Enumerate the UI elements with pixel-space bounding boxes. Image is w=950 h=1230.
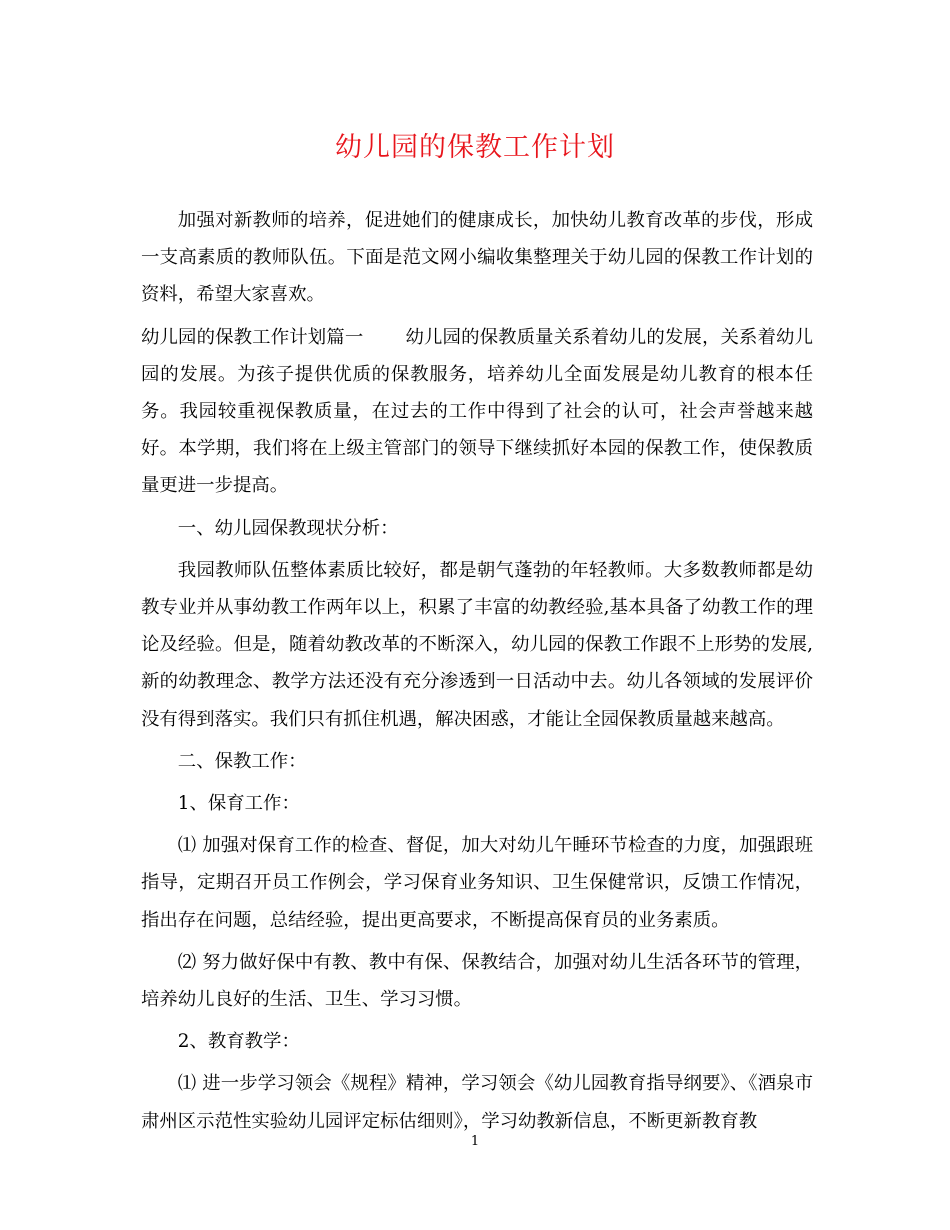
section-one-label: 幼儿园的保教工作计划篇一: [141, 326, 364, 348]
status-paragraph: 我园教师队伍整体素质比较好，都是朝气蓬勃的年轻教师。大多数教师都是幼教专业并从事幼教工作两年以上，积累了丰富的幼教经验,基本具备了幼教工作的理论及经验。但是，随着幼教改革的不断深入，幼儿园的保教工作跟不上形势的发展,新的幼教理念、教学方法还没有充分渗透到一日活动中去。幼儿各领域的发展评价没有得到落实。我们只有抓住机遇，解决困惑，才能让全园保教质量越来越高。: [141, 559, 813, 730]
page-number: 1: [470, 1134, 480, 1149]
heading-work: 二、保教工作：: [177, 750, 307, 772]
care-item-1: ⑴ 加强对保育工作的检查、督促，加大对幼儿午睡环节检查的力度，加强跟班指导，定期召开员工作例会，学习保育业务知识、卫生保健常识，反馈工作情况，指出存在问题，总结经验，提出更高要求，不断提高保育员的业务素质。: [141, 835, 813, 931]
heading-status: 一、幼儿园保教现状分析：: [177, 517, 399, 539]
heading-care: 1、保育工作：: [177, 793, 300, 815]
section-one-text: 幼儿园的保教质量关系着幼儿的发展，关系着幼儿园的发展。为孩子提供优质的保教服务，培养幼儿全面发展是幼儿教育的根本任务。我园较重视保教质量，在过去的工作中得到了社会的认可，社会声誉越来越好。本学期，我们将在上级主管部门的领导下继续抓好本园的保教工作，使保教质量更进一步提高。: [141, 326, 813, 497]
document-title: 幼儿园的保教工作计划: [335, 132, 615, 163]
teaching-item-1: ⑴ 进一步学习领会《规程》精神，学习领会《幼儿园教育指导纲要》、《酒泉市肃州区示范性实验幼儿园评定标估细则》，学习幼教新信息，不断更新教育教: [141, 1073, 813, 1132]
heading-teaching: 2、教育教学：: [177, 1031, 300, 1053]
intro-paragraph: 加强对新教师的培养，促进她们的健康成长，加快幼儿教育改革的步伐，形成一支高素质的教师队伍。下面是范文网小编收集整理关于幼儿园的保教工作计划的资料，希望大家喜欢。: [141, 210, 813, 306]
section-one-paragraph: [141, 319, 813, 505]
care-item-2: ⑵ 努力做好保中有教、教中有保、保教结合，加强对幼儿生活各环节的管理，培养幼儿良好的生活、卫生、学习习惯。: [141, 951, 813, 1011]
document-body: [141, 202, 813, 1140]
